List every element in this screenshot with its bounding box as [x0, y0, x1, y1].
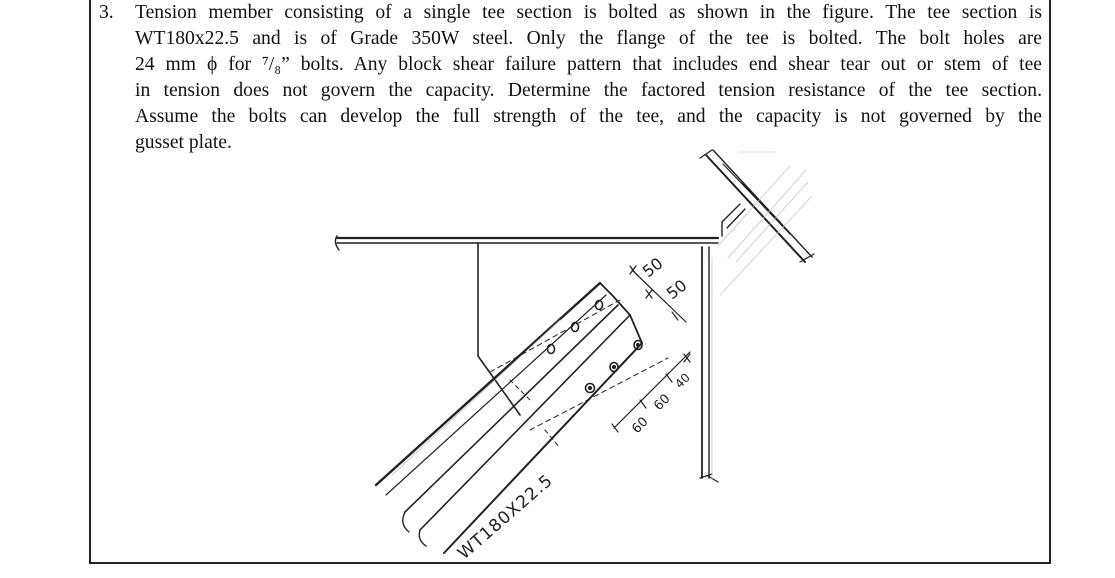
problem-number: 3.	[99, 2, 114, 23]
problem-line: Assume the bolts can develop the full strength of the tee, and the capacity is not governed by the	[135, 106, 1042, 127]
dim-end-distance-label: 50	[638, 253, 667, 282]
dim-pitch-label: 60	[629, 414, 652, 437]
problem-line: Tension member consisting of a single tee section is bolted as shown in the figure. The tee section is	[135, 2, 1042, 23]
problem-line: WT180x22.5 and is of Grade 350W steel. Only the flange of the tee is bolted. The bolt holes are	[135, 28, 1042, 49]
dim-end-distance-label: 50	[662, 275, 691, 304]
member-designation-label: WT180X22.5	[454, 470, 558, 564]
top-plate	[335, 236, 718, 250]
problem-line: in tension does not govern the capacity. Determine the factored tension resistance of the tee section.	[135, 80, 1042, 101]
problem-line: gusset plate.	[135, 132, 232, 153]
dim-edge-label: 40	[672, 370, 693, 392]
dim-pitch-label: 60	[651, 391, 674, 414]
column-section	[700, 150, 814, 262]
problem-line: 24 mm ϕ for ⁷/₈” bolts. Any block shear failure pattern that includes end shear tear out or stem of tee	[135, 54, 1042, 75]
bolt-hole	[548, 345, 555, 354]
